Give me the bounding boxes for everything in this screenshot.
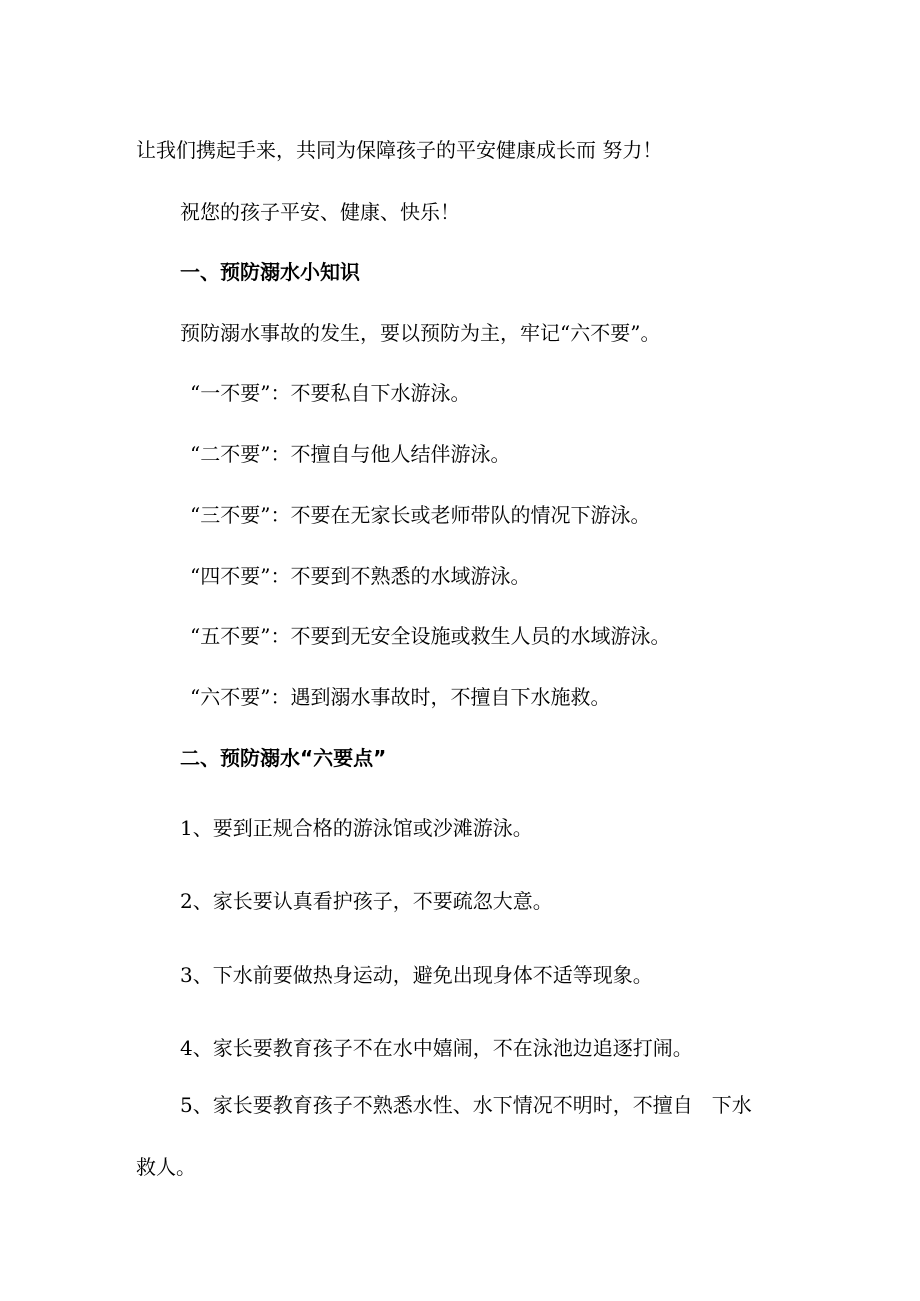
section1-heading: 一、预防溺水小知识 bbox=[180, 260, 360, 284]
rule-item-2: “二不要”：不擅自与他人结伴游泳。 bbox=[190, 442, 511, 466]
section1-intro: 预防溺水事故的发生，要以预防为主，牢记“六不要”。 bbox=[180, 321, 661, 345]
rule-item-3: “三不要”：不要在无家长或老师带队的情况下游泳。 bbox=[190, 503, 651, 527]
rule-item-5: “五不要”：不要到无安全设施或救生人员的水域游泳。 bbox=[190, 624, 671, 648]
point-item-1: 1、要到正规合格的游泳馆或沙滩游泳。 bbox=[180, 816, 533, 840]
point-item-2: 2、家长要认真看护孩子，不要疏忽大意。 bbox=[180, 889, 553, 913]
wish-paragraph: 祝您的孩子平安、健康、快乐！ bbox=[180, 200, 460, 224]
point-item-5: 5、家长要教育孩子不熟悉水性、水下情况不明时，不擅自 下水 bbox=[180, 1093, 752, 1117]
closing-paragraph: 让我们携起手来，共同为保障孩子的平安健康成长而 努力！ bbox=[136, 138, 663, 162]
rule-item-6: “六不要”：遇到溺水事故时，不擅自下水施救。 bbox=[190, 685, 611, 709]
point-item-4: 4、家长要教育孩子不在水中嬉闹，不在泳池边追逐打闹。 bbox=[180, 1036, 693, 1060]
rule-item-1: “一不要”：不要私自下水游泳。 bbox=[190, 381, 471, 405]
rule-item-4: “四不要”：不要到不熟悉的水域游泳。 bbox=[190, 564, 531, 588]
section2-heading: 二、预防溺水“六要点” bbox=[180, 746, 387, 770]
point-item-5-continuation: 救人。 bbox=[136, 1155, 196, 1179]
point-item-3: 3、下水前要做热身运动，避免出现身体不适等现象。 bbox=[180, 963, 653, 987]
